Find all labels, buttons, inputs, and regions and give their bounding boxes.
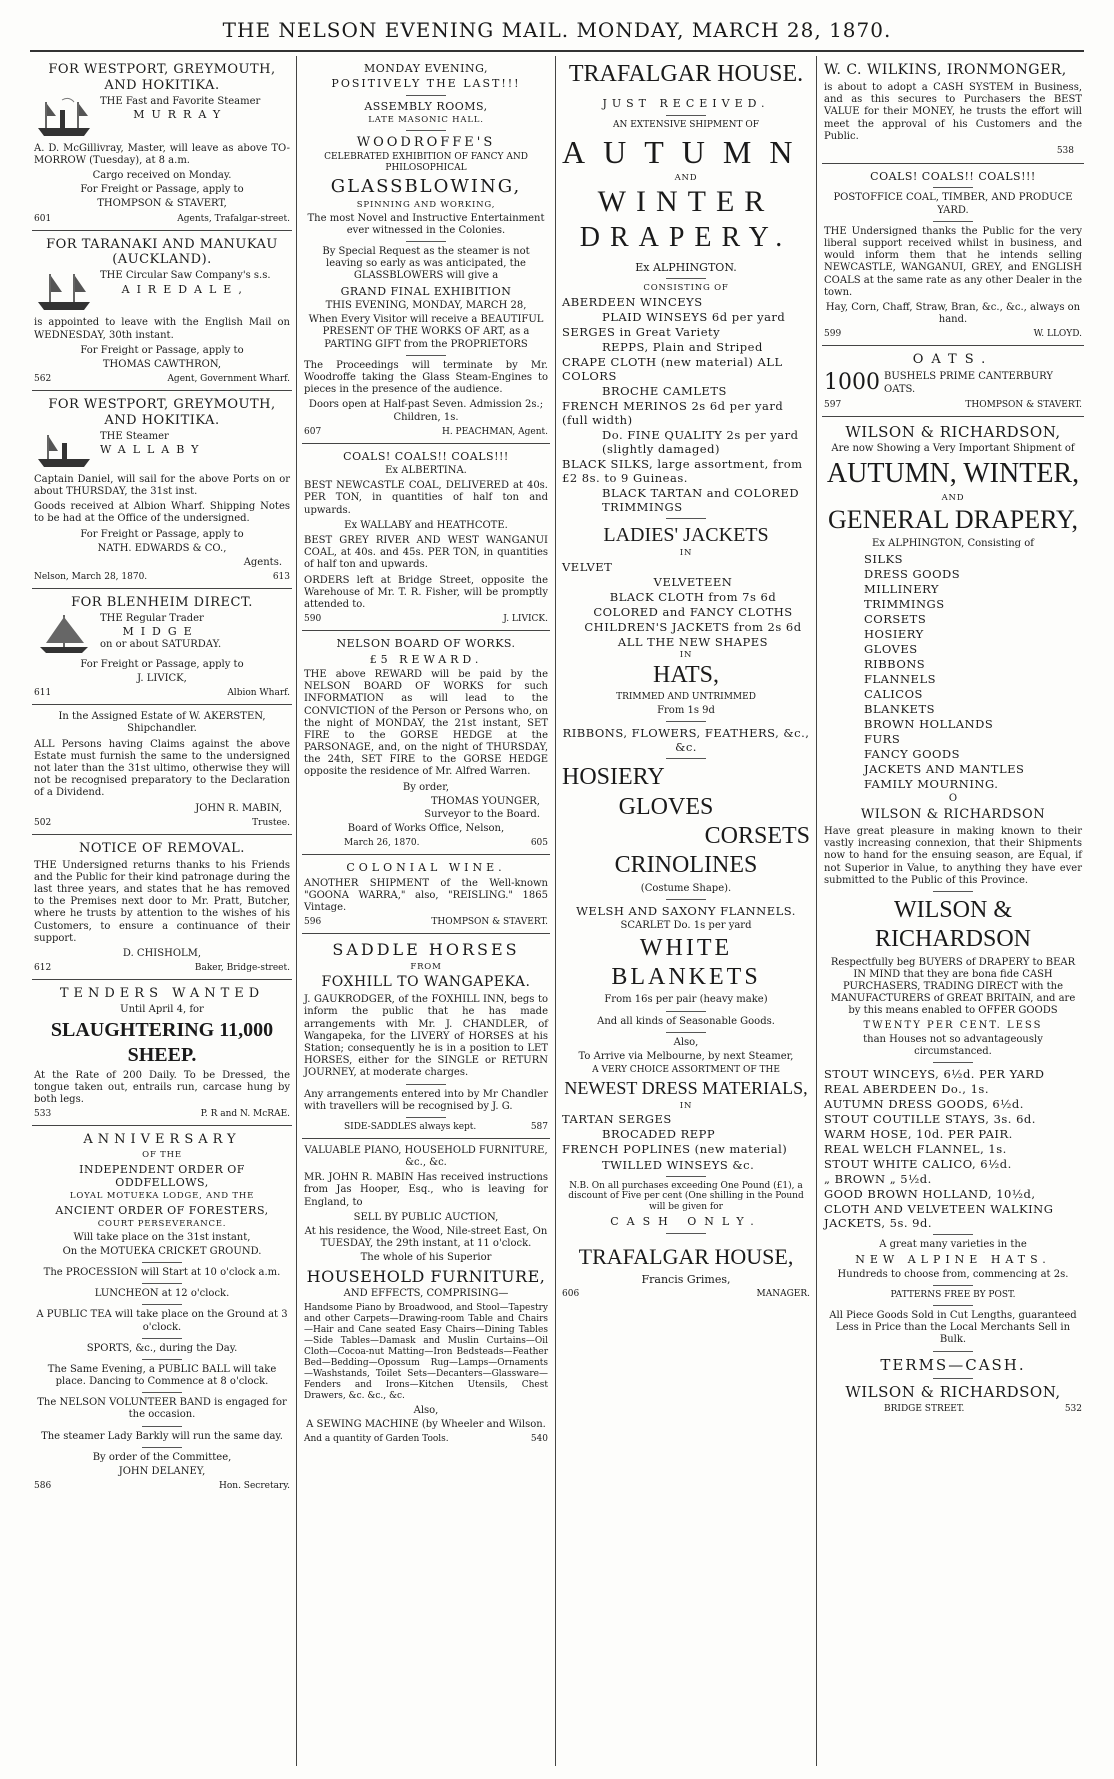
ad-text: Hundreds to choose from, commencing at 2s. bbox=[837, 1268, 1069, 1280]
list-item: SILKS bbox=[864, 551, 904, 566]
item-list bbox=[562, 1112, 810, 1171]
item-list bbox=[562, 295, 810, 514]
ad-number: 601 bbox=[34, 213, 52, 224]
ad-text: THE Undersigned thanks the Public for the very liberal support received whilst in business, and would inform them that he intends selling NEWCASTLE, WANGANUI, GREY, and ENGLISH COALS at the same rate as any other Dealer in the town. bbox=[824, 225, 1083, 298]
ad-signature: Agent, Government Wharf. bbox=[167, 374, 290, 385]
list-item: CHILDREN'S JACKETS from 2s 6d bbox=[584, 619, 802, 634]
ad-piano-auction bbox=[302, 1139, 550, 1450]
list-item: COLORED and FANCY CLOTHS bbox=[593, 604, 793, 619]
list-item: FURS bbox=[864, 731, 901, 746]
list-item: TWILLED WINSEYS &c. bbox=[602, 1157, 755, 1172]
ad-display-line: GENERAL DRAPERY, bbox=[828, 504, 1078, 534]
list-item: WARM HOSE, 10d. PER PAIR. bbox=[824, 1127, 1013, 1142]
ad-heading: FOR TARANAKI AND MANUKAU (AUCKLAND). bbox=[46, 236, 278, 268]
column-3 bbox=[560, 56, 812, 1766]
ad-text: Also, bbox=[413, 1405, 439, 1416]
ad-number: 502 bbox=[34, 817, 52, 828]
ship-name: AIREDALE, bbox=[121, 282, 249, 296]
ad-text: Hay, Corn, Chaff, Straw, Bran, &c., &c., always on hand. bbox=[825, 301, 1081, 326]
ad-number: 599 bbox=[824, 329, 842, 340]
list-item: Do. FINE QUALITY 2s per yard (slightly damaged) bbox=[602, 427, 799, 456]
list-item: ALL THE NEW SHAPES bbox=[617, 634, 769, 649]
ad-text: than Houses not so advantageously circumstanced. bbox=[863, 1033, 1043, 1057]
ad-number: 590 bbox=[304, 614, 322, 625]
ad-signature-role: Trustee. bbox=[252, 817, 290, 828]
ad-text: THE above REWARD will be paid by the NELSON BOARD OF WORKS for such INFORMATION as will lead to the CONVICTION of the Person or Persons who, on the night of MONDAY, the 21st instant, SET FIRE to the GORSE HEDGE at the PARSONAGE, and, on the night of THURSDAY, the 24th, SET FIRE to the GORSE HEDGE opposite the residence of Mr. Alfred Warren. bbox=[304, 668, 548, 778]
column-rule bbox=[296, 56, 297, 1766]
ad-text: Any arrangements entered into by Mr Chandler with travellers will be recognised by J. G. bbox=[304, 1088, 548, 1112]
ad-text: For Freight or Passage, apply to bbox=[80, 658, 244, 670]
steamship-icon bbox=[34, 96, 94, 140]
ad-text: The PROCESSION will Start at 10 o'clock a.m. bbox=[43, 1266, 281, 1278]
ad-text: LATE MASONIC HALL. bbox=[368, 115, 484, 126]
divider-mark: O bbox=[948, 793, 958, 805]
ad-midge-trader bbox=[32, 589, 292, 705]
list-item: STOUT WHITE CALICO, 6½d. bbox=[824, 1157, 1012, 1172]
ad-coals-lloyd bbox=[822, 164, 1084, 346]
ad-text: Are now Showing a Very Important Shipment of bbox=[831, 443, 1075, 455]
ad-colonial-wine bbox=[302, 855, 550, 934]
ad-agent: THOMPSON & STAVERT, bbox=[97, 198, 227, 210]
ad-text: Ex ALPHINGTON, Consisting of bbox=[872, 537, 1034, 549]
column-2 bbox=[302, 56, 550, 1766]
ad-text: Board of Works Office, Nelson, bbox=[347, 823, 505, 835]
ad-date: March 26, 1870. bbox=[344, 838, 420, 849]
ad-wilson-richardson bbox=[822, 417, 1084, 1420]
ad-number: 612 bbox=[34, 963, 52, 974]
ad-text: POSTOFFICE COAL, TIMBER, AND PRODUCE YARD. bbox=[833, 192, 1073, 216]
ad-text: When Every Visitor will receive a BEAUTIFUL PRESENT OF THE WORKS OF ART, as a PARTING GIFT from the PROPRIETORS bbox=[308, 314, 544, 350]
list-item: MILLINERY bbox=[864, 581, 939, 596]
list-item: FLANNELS bbox=[864, 671, 936, 686]
list-item: HOSIERY bbox=[864, 626, 924, 641]
ship-name: MURRAY bbox=[133, 107, 228, 121]
ad-glassblowing bbox=[302, 56, 550, 444]
ad-text: AND bbox=[941, 492, 965, 503]
ad-text: A VERY CHOICE ASSORTMENT OF THE bbox=[592, 1065, 780, 1076]
ad-trafalgar-house bbox=[560, 56, 812, 1305]
ad-text: The most Novel and Instructive Entertainment ever witnessed in the Colonies. bbox=[307, 212, 545, 236]
ad-heading: COALS! COALS!! COALS!!! bbox=[343, 449, 509, 463]
ad-number: 562 bbox=[34, 374, 52, 385]
ad-display-line: WHITE BLANKETS bbox=[611, 934, 761, 991]
ad-notice-of-removal bbox=[32, 835, 292, 980]
ad-text: ANCIENT ORDER OF FORESTERS, bbox=[55, 1203, 269, 1217]
ad-heading: FOR WESTPORT, GREYMOUTH, AND HOKITIKA. bbox=[48, 397, 276, 428]
ad-text: THE Undersigned returns thanks to his Friends and the Public for their kind patronage during the last three years, and states that he has removed to the Premises next door to Mr. Pratt, Butcher, where he trusts by attention to the wishes of his Customers, to ensure a continuance of their support. bbox=[34, 859, 290, 944]
ad-signature: JOHN DELANEY, bbox=[118, 1466, 206, 1478]
ad-text: By order, bbox=[402, 781, 450, 793]
ad-display-line: GLASSBLOWING, bbox=[330, 176, 522, 198]
ad-text: The NELSON VOLUNTEER BAND is engaged for the occasion. bbox=[37, 1397, 287, 1421]
ad-text: OF THE bbox=[142, 1150, 182, 1161]
ad-number: 586 bbox=[34, 1481, 52, 1492]
ad-anniversary bbox=[32, 1126, 292, 1497]
ad-text: CASH ONLY. bbox=[610, 1215, 762, 1229]
price-list bbox=[824, 1067, 1082, 1230]
ad-text: is appointed to leave with the English Mail on WEDNESDAY, 30th instant. bbox=[34, 317, 290, 341]
ad-text: TWENTY PER CENT. LESS bbox=[863, 1019, 1043, 1031]
ad-display-line: SLAUGHTERING 11,000 SHEEP. bbox=[50, 1019, 274, 1066]
list-item: TRIMMINGS bbox=[864, 596, 945, 611]
masthead-rule bbox=[30, 50, 1084, 52]
ad-heading: WILSON & RICHARDSON, bbox=[845, 422, 1061, 441]
ad-number: 611 bbox=[34, 688, 52, 699]
ad-display-line: AUTUMN, WINTER, bbox=[826, 458, 1080, 490]
ad-text: MR. JOHN R. MABIN Has received instructions from Jas Hooper, Esq., who is leaving for England, to bbox=[304, 1172, 548, 1208]
ad-text: THE Steamer bbox=[100, 430, 169, 442]
list-item: CALICOS bbox=[864, 686, 923, 701]
ad-text: By Special Request as the steamer is not leaving so early as was anticipated, the GLASSBLOWERS will give a bbox=[322, 246, 530, 282]
ad-text: For Freight or Passage, apply to bbox=[80, 344, 244, 356]
ad-text: By order of the Committee, bbox=[92, 1451, 232, 1463]
ad-heading: TRAFALGAR HOUSE. bbox=[568, 61, 804, 87]
ad-text: A great many varieties in the bbox=[879, 1239, 1027, 1251]
ad-signature: P. R and N. McRAE. bbox=[200, 1109, 290, 1120]
ad-text: THE Regular Trader bbox=[100, 612, 204, 624]
ad-display-line: WILSON & RICHARDSON bbox=[874, 897, 1032, 953]
ad-text: CONSISTING OF bbox=[643, 283, 729, 294]
ad-number: 607 bbox=[304, 426, 322, 437]
ad-display-line: CORSETS bbox=[704, 822, 810, 849]
ad-text: INDEPENDENT ORDER OF ODDFELLOWS, bbox=[79, 1162, 245, 1190]
ad-text: All Piece Goods Sold in Cut Lengths, guaranteed Less in Price than the Local Merchants Sell in Bulk. bbox=[829, 1309, 1077, 1346]
ad-signature: D. CHISHOLM, bbox=[122, 947, 202, 959]
ad-text: BEST GREY RIVER AND WEST WANGANUI COAL, at 40s. and 45s. PER TON, in quantities of half ton and upwards. bbox=[304, 535, 548, 571]
ad-heading: NELSON BOARD OF WORKS. bbox=[336, 637, 516, 651]
list-item: BLACK TARTAN and COLORED TRIMMINGS bbox=[602, 485, 800, 514]
ad-text: SPORTS, &c., during the Day. bbox=[86, 1342, 238, 1354]
list-item: „ BROWN „ 5½d. bbox=[824, 1172, 932, 1187]
ad-text: At the Rate of 200 Daily. To be Dressed, the tongue taken out, entrails run, carcase hung by both legs. bbox=[34, 1069, 290, 1106]
ad-text: BUSHELS PRIME CANTERBURY OATS. bbox=[884, 371, 1053, 395]
ad-signature: Agents, Trafalgar-street. bbox=[177, 213, 290, 224]
ad-tenders-wanted bbox=[32, 980, 292, 1126]
ad-signature: THOMAS YOUNGER, bbox=[430, 795, 540, 807]
ad-text: PATTERNS FREE BY POST. bbox=[890, 1290, 1016, 1301]
list-item: JACKETS AND MANTLES bbox=[864, 762, 1025, 777]
ad-number: 596 bbox=[304, 917, 322, 928]
ad-text: Cargo received on Monday. bbox=[92, 170, 232, 182]
steamship-icon bbox=[34, 431, 94, 471]
ad-signature: THOMPSON & STAVERT. bbox=[965, 399, 1082, 410]
ad-heading: POSITIVELY THE LAST!!! bbox=[331, 77, 521, 91]
ad-agent: J. LIVICK, bbox=[137, 673, 187, 685]
ad-heading: TENDERS WANTED bbox=[59, 986, 265, 1002]
ad-signature-role: Surveyor to the Board. bbox=[424, 809, 540, 820]
ad-heading: ANNIVERSARY bbox=[83, 1132, 241, 1148]
ad-oats bbox=[822, 346, 1084, 417]
ad-signature: H. PEACHMAN, Agent. bbox=[441, 426, 548, 437]
ad-heading: TERMS—CASH. bbox=[880, 1355, 1026, 1374]
ad-address: BRIDGE STREET. bbox=[884, 1404, 965, 1415]
ad-number: 613 bbox=[272, 572, 290, 583]
list-item: FANCY GOODS bbox=[864, 747, 961, 761]
ad-text: For Freight or Passage, apply to bbox=[80, 184, 244, 196]
ad-heading: SADDLE HORSES bbox=[332, 940, 520, 960]
ad-signature-role: Hon. Secretary. bbox=[219, 1481, 290, 1492]
ad-text: Ex ALBERTINA. bbox=[385, 465, 467, 477]
ad-board-of-works bbox=[302, 631, 550, 855]
ad-signature: THOMPSON & STAVERT. bbox=[431, 917, 548, 928]
list-item: BROWN HOLLANDS bbox=[864, 716, 994, 731]
ad-text: Agents. bbox=[243, 556, 282, 568]
ad-text: Doors open at Half-past Seven. Admission 2s.; Children, 1s. bbox=[308, 399, 544, 423]
ad-text: SCARLET Do. 1s per yard bbox=[620, 919, 752, 931]
column-1 bbox=[32, 56, 292, 1766]
ad-text: Ex ALPHINGTON. bbox=[635, 260, 737, 274]
ad-heading: W. C. WILKINS, IRONMONGER, bbox=[824, 62, 1067, 78]
ad-agent: NATH. EDWARDS & CO., bbox=[97, 542, 227, 554]
list-item: BLANKETS bbox=[864, 701, 935, 716]
ad-airedale-steamer bbox=[32, 231, 292, 391]
ad-text: IN bbox=[679, 1101, 693, 1112]
ad-text: THE Fast and Favorite Steamer bbox=[100, 95, 261, 107]
list-item: PLAID WINSEYS 6d per yard bbox=[602, 309, 786, 324]
ad-text: A. D. McGillivray, Master, will leave as above TO-MORROW (Tuesday), at 8 a.m. bbox=[34, 142, 290, 166]
list-item: REAL WELCH FLANNEL, 1s. bbox=[824, 1142, 1007, 1157]
ad-text: LOYAL MOTUEKA LODGE, AND THE bbox=[69, 1191, 255, 1202]
ad-heading: FOR WESTPORT, GREYMOUTH, AND HOKITIKA. bbox=[48, 62, 276, 93]
ad-date: Nelson, March 28, 1870. bbox=[34, 572, 148, 583]
ad-display-line: AUTUMN bbox=[562, 133, 811, 170]
ad-text: CELEBRATED EXHIBITION OF FANCY AND PHILOSOPHICAL bbox=[324, 152, 528, 174]
ad-number: 533 bbox=[34, 1109, 52, 1120]
masthead: THE NELSON EVENING MAIL. MONDAY, MARCH 28, 1870. bbox=[222, 18, 892, 42]
ad-heading: MONDAY EVENING, bbox=[364, 62, 488, 75]
ad-text: BEST NEWCASTLE COAL, DELIVERED at 40s. PER TON, in quantities of half ton and upwards. bbox=[304, 480, 548, 516]
ad-text: Until April 4, for bbox=[120, 1003, 204, 1015]
ad-address: Baker, Bridge-street. bbox=[194, 963, 290, 974]
ad-text: Also, bbox=[673, 1036, 699, 1048]
list-item: DRESS GOODS bbox=[864, 566, 961, 581]
ad-signature: Francis Grimes, bbox=[641, 1272, 731, 1286]
ad-text: AND bbox=[674, 172, 698, 183]
ad-signature: JOHN R. MABIN, bbox=[195, 802, 282, 814]
ad-display-line: HOSIERY bbox=[562, 764, 665, 791]
ad-heading: In the Assigned Estate of W. AKERSTEN, Shipchandler. bbox=[58, 711, 266, 735]
ad-text: The whole of his Superior bbox=[360, 1252, 492, 1264]
ad-text: Ex WALLABY and HEATHCOTE. bbox=[344, 519, 508, 531]
ad-saddle-horses bbox=[302, 934, 550, 1139]
ad-text: The Same Evening, a PUBLIC BALL will take place. Dancing to Commence at 8 o'clock. bbox=[47, 1363, 277, 1388]
ad-display-line: LADIES' JACKETS bbox=[603, 523, 769, 546]
ad-heading: £5 REWARD. bbox=[369, 652, 483, 666]
ad-display-line: HOUSEHOLD FURNITURE, bbox=[306, 1266, 546, 1286]
ad-text: SIDE-SADDLES always kept. bbox=[344, 1121, 477, 1132]
ad-number: 606 bbox=[562, 1289, 580, 1300]
list-item: TARTAN SERGES bbox=[562, 1112, 672, 1127]
ad-number: 540 bbox=[530, 1434, 548, 1445]
ad-number: 597 bbox=[824, 399, 842, 410]
list-item: GLOVES bbox=[864, 641, 918, 656]
sailing-ship-icon bbox=[34, 613, 94, 657]
ad-heading: GRAND FINAL EXHIBITION bbox=[340, 284, 512, 298]
ad-agent: THOMAS CAWTHRON, bbox=[102, 358, 222, 370]
ad-text: FROM bbox=[410, 961, 442, 972]
ad-text: COURT PERSEVERANCE. bbox=[97, 1219, 227, 1230]
list-item: CLOTH AND VELVETEEN WALKING JACKETS, 5s. 9d. bbox=[824, 1202, 1054, 1231]
ship-name: MIDGE bbox=[122, 625, 199, 639]
ad-heading: NOTICE OF REMOVAL. bbox=[79, 840, 245, 856]
list-item: REPPS, Plain and Striped bbox=[602, 339, 763, 354]
ad-text: is about to adopt a CASH SYSTEM in Business, and as this secures to Purchasers the BEST VALUE for their MONEY, he trusts the effort will meet the approval of his Customers and the Public. bbox=[824, 82, 1082, 142]
ad-text: (Costume Shape). bbox=[640, 882, 732, 894]
ad-text: Respectfully beg BUYERS of DRAPERY to BEAR IN MIND that they are bona fide CASH PURCHASERS, TRADING DIRECT with the MANUFACTURERS of GREAT BRITAIN, and are by this means enabled to OFFER GOODS bbox=[830, 956, 1076, 1017]
ad-murray-steamer bbox=[32, 56, 292, 231]
list-item: ABERDEEN WINCEYS bbox=[562, 294, 703, 309]
list-item: STOUT WINCEYS, 6½d. PER YARD bbox=[824, 1067, 1045, 1082]
ad-text: JUST RECEIVED. bbox=[602, 97, 770, 111]
list-item: FRENCH MERINOS 2s 6d per yard (full width) bbox=[562, 398, 784, 427]
ad-akersten-estate bbox=[32, 705, 292, 834]
ad-text: THIS EVENING, MONDAY, MARCH 28, bbox=[325, 300, 527, 312]
ad-heading: WILSON & RICHARDSON bbox=[860, 807, 1046, 823]
ad-display-line: TRAFALGAR HOUSE, bbox=[578, 1243, 794, 1269]
list-item: GOOD BROWN HOLLAND, 10½d, bbox=[824, 1187, 1036, 1202]
column-rule bbox=[816, 56, 817, 1766]
ad-signature-role: MANAGER. bbox=[756, 1289, 810, 1300]
ad-display-line: CRINOLINES bbox=[614, 852, 758, 879]
ad-text: IN bbox=[679, 649, 693, 660]
ad-number: 538 bbox=[1056, 146, 1074, 157]
ad-text: SPINNING AND WORKING, bbox=[356, 200, 496, 211]
ad-heading: VALUABLE PIANO, HOUSEHOLD FURNITURE, &c., &c. bbox=[304, 1144, 548, 1169]
ad-display-line: HATS, bbox=[652, 661, 719, 688]
ad-heading: COALS! COALS!! COALS!!! bbox=[870, 169, 1036, 183]
ad-text: on or about SATURDAY. bbox=[100, 638, 222, 650]
ad-text: To Arrive via Melbourne, by next Steamer, bbox=[578, 1050, 794, 1062]
ad-text: ORDERS left at Bridge Street, opposite the Warehouse of Mr. T. R. Fisher, will be promptly attended to. bbox=[304, 574, 548, 610]
ad-coals-livick bbox=[302, 444, 550, 631]
ad-display-line: DRAPERY. bbox=[579, 221, 793, 253]
ad-text: ALL Persons having Claims against the above Estate must furnish the same to the undersigned not later than the 31st ultimo, otherwise they will not be recognised preparatory to the Declaration of a Dividend. bbox=[34, 738, 290, 799]
ad-text: LUNCHEON at 12 o'clock. bbox=[94, 1288, 230, 1300]
list-item: SERGES in Great Variety bbox=[562, 324, 721, 339]
ad-text: On the MOTUEKA CRICKET GROUND. bbox=[62, 1245, 262, 1257]
ad-wallaby-steamer bbox=[32, 391, 292, 589]
ad-signature: W. LLOYD. bbox=[1033, 329, 1082, 340]
ad-text: NEW ALPINE HATS. bbox=[855, 1253, 1051, 1267]
ad-text: At his residence, the Wood, Nile-street East, On TUESDAY, the 29th instant, at 11 o'clock. bbox=[304, 1226, 548, 1250]
list-item: STOUT COUTILLE STAYS, 3s. 6d. bbox=[824, 1112, 1036, 1127]
ad-text: IN bbox=[679, 548, 693, 559]
list-item: VELVET bbox=[562, 559, 613, 574]
ad-heading: ASSEMBLY ROOMS, bbox=[364, 99, 488, 113]
ad-number: 587 bbox=[530, 1121, 548, 1132]
ad-text: The steamer Lady Barkly will run the same day. bbox=[41, 1430, 283, 1442]
list-item: REAL ABERDEEN Do., 1s. bbox=[824, 1082, 989, 1097]
ad-text: Handsome Piano by Broadwood, and Stool—Tapestry and other Carpets—Drawing-room Table and Chairs—Hair and Cane seated Easy Chairs—Dining Tables—Side Tables—Damask and Muslin Curtains—Oil Cloth—Cocoa-nut Matting—Iron Bedsteads—Feather Bed—Bedding—Opossum Rug—Lamps—Ornaments—Washstands, Toilet Sets—Decanters—Glassware—Fenders and Irons—Kitchen Utensils, Chest Drawers, &c. &c., &c. bbox=[304, 1303, 548, 1402]
list-item: BROCHE CAMLETS bbox=[602, 383, 727, 398]
ad-heading: FOR BLENHEIM DIRECT. bbox=[71, 595, 253, 611]
item-list bbox=[562, 560, 810, 649]
item-list bbox=[824, 552, 1082, 791]
ad-text: Goods received at Albion Wharf. Shipping Notes to be had at the Office of the undersigned. bbox=[34, 501, 290, 525]
ad-text: A PUBLIC TEA will take place on the Ground at 3 o'clock. bbox=[36, 1309, 288, 1333]
ad-number: 605 bbox=[530, 838, 548, 849]
list-item: FRENCH POPLINES (new material) bbox=[562, 1142, 788, 1157]
ad-number: 532 bbox=[1064, 1404, 1082, 1415]
list-item: CORSETS bbox=[864, 611, 927, 626]
ship-name: WALLABY bbox=[100, 442, 206, 456]
ad-heading: FOXHILL TO WANGAPEKA. bbox=[321, 974, 531, 991]
list-item: BLACK CLOTH from 7s 6d bbox=[609, 589, 777, 604]
list-item: RIBBONS bbox=[864, 656, 926, 671]
column-4 bbox=[822, 56, 1084, 1766]
ad-display-line: GLOVES bbox=[618, 793, 714, 820]
ad-display-line: WINTER bbox=[597, 185, 775, 219]
ad-text: SELL BY PUBLIC AUCTION, bbox=[353, 1211, 499, 1223]
ad-heading: WILSON & RICHARDSON, bbox=[845, 1382, 1061, 1401]
ad-text: WELSH AND SAXONY FLANNELS. bbox=[576, 903, 796, 918]
ad-signature: Albion Wharf. bbox=[227, 688, 290, 699]
ad-text: RIBBONS, FLOWERS, FEATHERS, &c., &c. bbox=[562, 726, 810, 755]
list-item: VELVETEEN bbox=[653, 574, 733, 589]
ad-text: N.B. On all purchases exceeding One Pound (£1), a discount of Five per cent (One shilling in the Pound will be given for bbox=[568, 1180, 804, 1213]
ad-text: A SEWING MACHINE (by Wheeler and Wilson. bbox=[306, 1419, 546, 1431]
ad-heading: COLONIAL WINE. bbox=[346, 861, 506, 875]
ad-heading: OATS. bbox=[912, 352, 994, 368]
column-rule bbox=[555, 56, 556, 1766]
ad-text: Have great pleasure in making known to their vastly increasing connexion, that their Shipments now to hand for the ensuing season, are Equal, if not Superior in Value, to anything they have ever submitted to the Public of this Province. bbox=[824, 826, 1082, 886]
ad-text: J. GAUKRODGER, of the FOXHILL INN, begs to inform the public that he has made arrangements with Mr. J. CHANDLER, of Wangapeka, for the LIVERY of HORSES at his Station; consequently he is in a position to LET HORSES, either for the SINGLE or RETURN JOURNEY, at moderate charges. bbox=[304, 994, 548, 1079]
ad-display-line: 1000 bbox=[824, 370, 880, 396]
list-item: FAMILY MOURNING. bbox=[864, 777, 999, 792]
ad-text: Will take place on the 31st instant, bbox=[73, 1231, 251, 1243]
ad-text: And all kinds of Seasonable Goods. bbox=[597, 1015, 775, 1027]
steamship-icon bbox=[34, 270, 94, 314]
ad-text: AN EXTENSIVE SHIPMENT OF bbox=[612, 119, 760, 130]
ad-text: ANOTHER SHIPMENT of the Well-known "GOONA WARRA," also, "REISLING." 1865 Vintage. bbox=[304, 877, 548, 914]
ad-text: From 16s per pair (heavy make) bbox=[604, 994, 768, 1006]
ad-text: And a quantity of Garden Tools. bbox=[304, 1434, 449, 1445]
list-item: AUTUMN DRESS GOODS, 6½d. bbox=[824, 1097, 1024, 1112]
ad-signature: J. LIVICK. bbox=[503, 614, 548, 625]
ad-heading: WOODROFFE'S bbox=[356, 134, 496, 150]
list-item: BLACK SILKS, large assortment, from £2 8s. to 9 Guineas. bbox=[562, 456, 803, 485]
ad-text: Captain Daniel, will sail for the above Ports on or about THURSDAY, the 31st inst. bbox=[34, 473, 290, 497]
ad-text: For Freight or Passage, apply to bbox=[80, 528, 244, 540]
list-item: CRAPE CLOTH (new material) ALL COLORS bbox=[562, 354, 783, 383]
ad-text: TRIMMED AND UNTRIMMED bbox=[616, 692, 756, 703]
list-item: BROCADED REPP bbox=[602, 1127, 716, 1142]
ad-text: AND EFFECTS, COMPRISING— bbox=[343, 1288, 509, 1300]
ad-display-line: NEWEST DRESS MATERIALS, bbox=[564, 1078, 808, 1099]
ad-text: THE Circular Saw Company's s.s. bbox=[100, 270, 271, 282]
ad-wilkins-ironmonger bbox=[822, 56, 1084, 164]
ad-text: From 1s 9d bbox=[657, 705, 715, 717]
ad-text: The Proceedings will terminate by Mr. Woodroffe taking the Glass Steam-Engines to pieces in the presence of the audience. bbox=[304, 359, 548, 396]
